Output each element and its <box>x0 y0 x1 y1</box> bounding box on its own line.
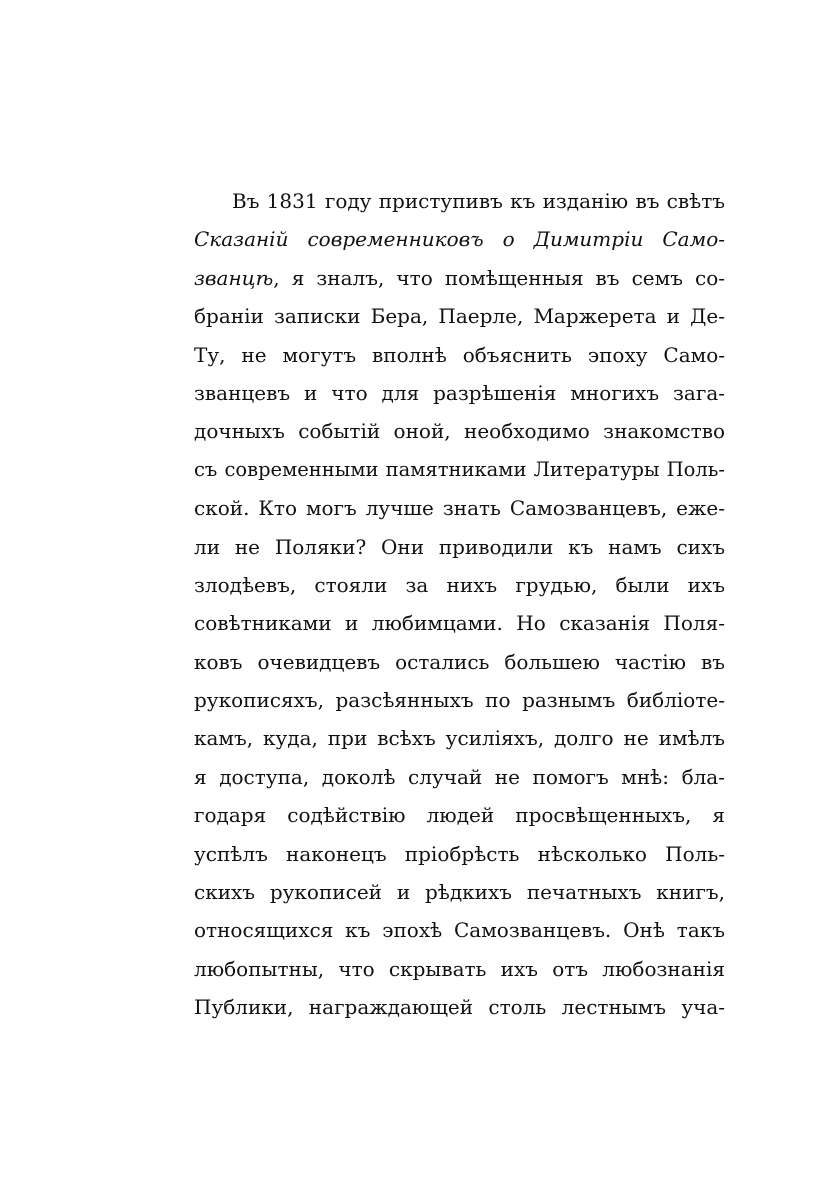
text-segment: браніи записки Бера, Паерле, Маржерета и Де- <box>194 304 725 329</box>
text-segment: званцевъ и что для разрѣшенія многихъ зага- <box>194 380 725 405</box>
text-line <box>194 220 725 258</box>
text-line <box>194 604 725 642</box>
text-line <box>194 873 725 911</box>
text-line <box>194 374 725 412</box>
italic-text-segment: званцѣ <box>194 265 274 290</box>
text-line <box>194 911 725 949</box>
text-segment: Въ 1831 году приступивъ къ изданію въ свѣтъ <box>232 189 725 213</box>
text-segment: я доступа, доколѣ случай не помогъ мнѣ: бла- <box>194 764 725 789</box>
text-line <box>194 336 725 374</box>
text-segment: любопытны, что скрывать ихъ отъ любознанія <box>194 956 725 981</box>
text-line <box>194 758 725 796</box>
body-text <box>194 182 725 1027</box>
text-segment: дочныхъ событій оной, необходимо знакомство <box>194 419 725 444</box>
text-line <box>194 259 725 297</box>
text-line <box>194 182 725 220</box>
text-segment: ской. Кто могъ лучше знать Самозванцевъ, еже- <box>194 496 725 521</box>
text-segment: Ту, не могутъ вполнѣ объяснить эпоху Само- <box>194 342 725 367</box>
text-line <box>194 528 725 566</box>
text-segment: ковъ очевидцевъ остались большею частію въ <box>194 649 725 674</box>
italic-text-segment: Сказаній современниковъ о Димитріи Само- <box>194 227 725 252</box>
text-segment: , я зналъ, что помѣщенныя въ семъ со- <box>273 265 725 290</box>
text-line <box>194 681 725 719</box>
text-segment: рукописяхъ, разсѣянныхъ по разнымъ библіоте- <box>194 688 725 713</box>
text-segment: злодѣевъ, стояли за нихъ грудью, были ихъ <box>194 572 725 597</box>
text-segment: съ современными памятниками Литературы Поль- <box>194 457 725 481</box>
text-segment: камъ, куда, при всѣхъ усиліяхъ, долго не имѣлъ <box>194 726 725 751</box>
text-line <box>194 796 725 834</box>
text-segment: относящихся къ эпохѣ Самозванцевъ. Онѣ такъ <box>194 918 725 943</box>
text-line <box>194 566 725 604</box>
text-line <box>194 297 725 335</box>
text-line <box>194 451 725 489</box>
text-line <box>194 950 725 988</box>
text-segment: скихъ рукописей и рѣдкихъ печатныхъ книгъ, <box>194 880 725 905</box>
text-line <box>194 489 725 527</box>
text-line <box>194 412 725 450</box>
text-segment: совѣтниками и любимцами. Но сказанія Поля- <box>194 611 725 636</box>
text-line <box>194 719 725 757</box>
text-segment: годаря содѣйствію людей просвѣщенныхъ, я <box>194 803 725 828</box>
text-segment: ли не Поляки? Они приводили къ намъ сихъ <box>194 534 725 559</box>
text-line <box>194 643 725 681</box>
text-line <box>194 835 725 873</box>
text-segment: Публики, награждающей столь лестнымъ уча- <box>194 995 725 1020</box>
text-line <box>194 988 725 1026</box>
text-segment: успѣлъ наконецъ пріобрѣсть нѣсколько Поль- <box>194 841 725 866</box>
